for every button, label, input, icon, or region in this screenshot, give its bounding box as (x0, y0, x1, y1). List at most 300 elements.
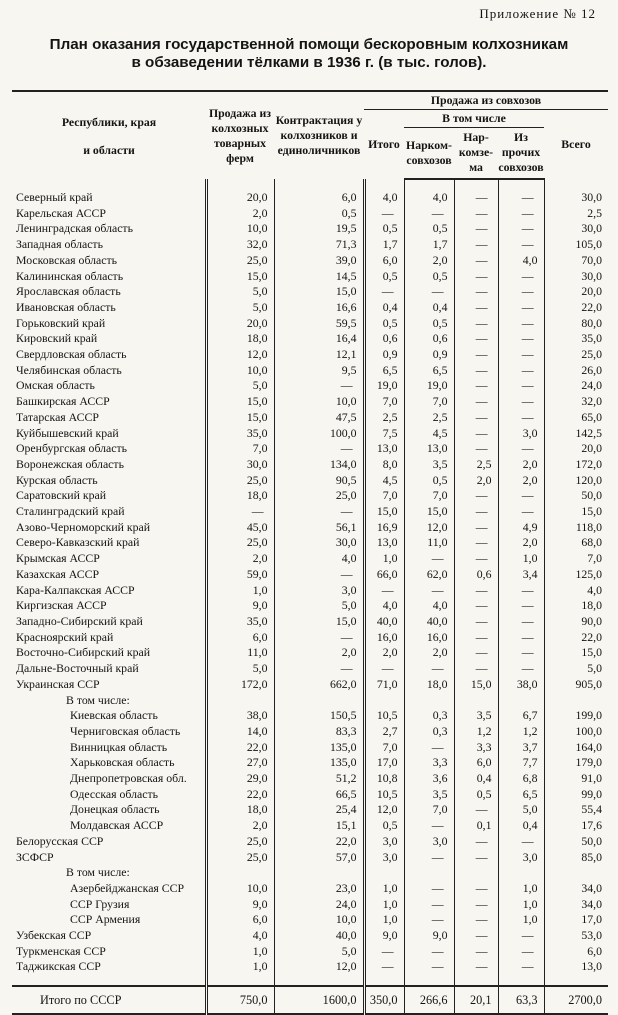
table-row (12, 551, 608, 567)
cell-nkz: — (454, 645, 498, 661)
table-row (12, 206, 608, 222)
cell-all (544, 693, 608, 709)
cell-total: 16,9 (364, 520, 404, 536)
region-name: Азербейджанская ССР (70, 880, 185, 895)
cell-all: 118,0 (544, 520, 608, 536)
cell-contract: 6,0 (274, 190, 364, 206)
cell-total: — (364, 944, 404, 960)
cell-contract: 16,4 (274, 331, 364, 347)
cell-total: 71,0 (364, 677, 404, 693)
cell-nkz: 15,0 (454, 677, 498, 693)
cell-contract: — (274, 661, 364, 677)
table-row (12, 221, 608, 237)
table-row (12, 331, 608, 347)
cell-contract: 100,0 (274, 426, 364, 442)
cell-farms: 2,0 (206, 551, 274, 567)
table-row (12, 959, 608, 975)
cell-total: — (364, 959, 404, 975)
cell-contract: 0,5 (274, 206, 364, 222)
cell-farms: 1,0 (206, 944, 274, 960)
region-name: Итого по СССР (12, 986, 206, 1014)
table-row (12, 771, 608, 787)
cell-nkz: — (454, 583, 498, 599)
cell-farms (206, 865, 274, 881)
table-row (12, 347, 608, 363)
cell-all: 100,0 (544, 724, 608, 740)
cell-other: — (498, 410, 544, 426)
cell-nkz: — (454, 520, 498, 536)
cell-total: 9,0 (364, 928, 404, 944)
cell-contract: 134,0 (274, 457, 364, 473)
cell-other: 2,0 (498, 457, 544, 473)
cell-nks: 2,0 (404, 645, 454, 661)
cell-farms: 20,0 (206, 316, 274, 332)
cell-total: 1,0 (364, 551, 404, 567)
cell-farms: 11,0 (206, 645, 274, 661)
table-row (12, 802, 608, 818)
total-row (12, 986, 608, 1014)
cell-nkz: — (454, 551, 498, 567)
cell-total: 6,0 (364, 253, 404, 269)
cell-other: 7,7 (498, 755, 544, 771)
cell-other: 1,0 (498, 912, 544, 928)
cell-all: 90,0 (544, 614, 608, 630)
cell-all: 32,0 (544, 394, 608, 410)
table-row (12, 190, 608, 206)
cell-contract: 14,5 (274, 269, 364, 285)
cell-nkz: — (454, 331, 498, 347)
cell-other: — (498, 661, 544, 677)
cell-all: 2,5 (544, 206, 608, 222)
region-name: Челябинская область (16, 362, 122, 377)
cell-farms: 1,0 (206, 959, 274, 975)
cell-other: — (498, 614, 544, 630)
cell-nks: 7,0 (404, 488, 454, 504)
cell-all: 6,0 (544, 944, 608, 960)
cell-nks: 0,6 (404, 331, 454, 347)
cell-nkz: — (454, 190, 498, 206)
cell-all: 91,0 (544, 771, 608, 787)
region-name: Киргизская АССР (16, 598, 107, 613)
cell-other: 5,0 (498, 802, 544, 818)
cell-nkz: 1,2 (454, 724, 498, 740)
cell-other: — (498, 944, 544, 960)
table-row (12, 300, 608, 316)
cell-all: 164,0 (544, 740, 608, 756)
cell-nkz: 20,1 (454, 986, 498, 1014)
header-narkomsovkhoz: Нарком-совхозов (404, 127, 454, 179)
cell-contract: 2,0 (274, 645, 364, 661)
cell-nks: 12,0 (404, 520, 454, 536)
cell-nkz: — (454, 316, 498, 332)
table-row (12, 488, 608, 504)
region-name: Ивановская область (16, 299, 116, 314)
cell-total: 0,5 (364, 316, 404, 332)
cell-nks: 9,0 (404, 928, 454, 944)
cell-nks: 0,5 (404, 473, 454, 489)
cell-nkz: — (454, 912, 498, 928)
cell-total: 4,0 (364, 598, 404, 614)
document-title (0, 36, 618, 72)
cell-other: — (498, 504, 544, 520)
table-row (12, 787, 608, 803)
cell-farms: 14,0 (206, 724, 274, 740)
cell-nks: — (404, 583, 454, 599)
region-name: Белорусская ССР (16, 833, 104, 848)
cell-farms: 20,0 (206, 190, 274, 206)
region-name: Винницкая область (70, 739, 168, 754)
cell-other: 38,0 (498, 677, 544, 693)
region-name: ССР Грузия (70, 896, 130, 911)
cell-contract: 15,1 (274, 818, 364, 834)
title-line-2: в обзаведении тёлками в 1936 г. (в тыс. голов). (131, 54, 487, 71)
cell-contract: 40,0 (274, 928, 364, 944)
cell-contract: 5,0 (274, 944, 364, 960)
cell-nkz: 0,6 (454, 567, 498, 583)
region-name: Таджикская ССР (16, 959, 101, 974)
cell-all: 53,0 (544, 928, 608, 944)
cell-total (364, 693, 404, 709)
cell-contract: 39,0 (274, 253, 364, 269)
cell-all: 20,0 (544, 441, 608, 457)
table-row (12, 834, 608, 850)
cell-contract: 135,0 (274, 740, 364, 756)
region-name: ЗСФСР (16, 849, 54, 864)
region-name: Туркменская ССР (16, 943, 106, 958)
cell-other: — (498, 834, 544, 850)
cell-other: — (498, 269, 544, 285)
cell-nkz: — (454, 661, 498, 677)
cell-nks: 3,5 (404, 457, 454, 473)
cell-nks: — (404, 661, 454, 677)
cell-total: 10,8 (364, 771, 404, 787)
cell-total: 0,9 (364, 347, 404, 363)
cell-farms: 5,0 (206, 661, 274, 677)
cell-contract: 10,0 (274, 912, 364, 928)
cell-all: 2700,0 (544, 986, 608, 1014)
cell-farms: 10,0 (206, 881, 274, 897)
cell-nkz: — (454, 535, 498, 551)
cell-all: 68,0 (544, 535, 608, 551)
cell-farms: 32,0 (206, 237, 274, 253)
cell-farms: 750,0 (206, 986, 274, 1014)
table-row (12, 928, 608, 944)
cell-farms: 30,0 (206, 457, 274, 473)
cell-nks: — (404, 944, 454, 960)
cell-farms: 5,0 (206, 378, 274, 394)
cell-other: — (498, 221, 544, 237)
header-grand-total: Всего (561, 136, 591, 151)
region-name: Западно-Сибирский край (16, 613, 143, 628)
region-name: Воронежская область (16, 456, 124, 471)
cell-contract: 66,5 (274, 787, 364, 803)
table-row (12, 473, 608, 489)
cell-contract: — (274, 567, 364, 583)
region-name: В том числе: (66, 865, 130, 880)
cell-nkz: 2,0 (454, 473, 498, 489)
header-sale-farms: Продажа из колхозных товарных ферм (208, 105, 272, 165)
cell-all: 55,4 (544, 802, 608, 818)
table-row (12, 520, 608, 536)
cell-other: — (498, 928, 544, 944)
region-name: Куйбышевский край (16, 425, 119, 440)
cell-total: — (364, 661, 404, 677)
cell-total: — (364, 583, 404, 599)
cell-nkz: 3,5 (454, 708, 498, 724)
cell-nkz: 6,0 (454, 755, 498, 771)
cell-all: 7,0 (544, 551, 608, 567)
cell-other: 1,0 (498, 897, 544, 913)
cell-nkz: — (454, 347, 498, 363)
cell-all: 20,0 (544, 284, 608, 300)
cell-other: 2,0 (498, 535, 544, 551)
cell-all: 5,0 (544, 661, 608, 677)
cell-farms: 38,0 (206, 708, 274, 724)
cell-farms: 10,0 (206, 363, 274, 379)
cell-nks: 7,0 (404, 394, 454, 410)
cell-nks: 19,0 (404, 378, 454, 394)
cell-farms: 22,0 (206, 787, 274, 803)
cell-total: 2,5 (364, 410, 404, 426)
cell-total: 3,0 (364, 834, 404, 850)
cell-contract: 51,2 (274, 771, 364, 787)
cell-nks: 7,0 (404, 802, 454, 818)
cell-nkz: — (454, 944, 498, 960)
cell-total: 13,0 (364, 535, 404, 551)
region-name: Горьковский край (16, 315, 106, 330)
cell-all: 15,0 (544, 645, 608, 661)
cell-farms: 18,0 (206, 331, 274, 347)
cell-total: 2,7 (364, 724, 404, 740)
cell-all: 4,0 (544, 583, 608, 599)
cell-contract (274, 865, 364, 881)
cell-all: 50,0 (544, 834, 608, 850)
cell-contract: 12,1 (274, 347, 364, 363)
cell-nkz: — (454, 834, 498, 850)
cell-total: 0,4 (364, 300, 404, 316)
cell-nkz: — (454, 410, 498, 426)
cell-farms: 1,0 (206, 583, 274, 599)
cell-nkz: — (454, 206, 498, 222)
cell-total: — (364, 284, 404, 300)
table-row (12, 598, 608, 614)
cell-other: — (498, 378, 544, 394)
region-name: Саратовский край (16, 488, 107, 503)
cell-all: 30,0 (544, 269, 608, 285)
table-row (12, 614, 608, 630)
cell-nkz: — (454, 284, 498, 300)
cell-nks: 62,0 (404, 567, 454, 583)
cell-nks: 0,5 (404, 269, 454, 285)
region-name: Донецкая область (70, 802, 160, 817)
region-name: Ленинградская область (16, 221, 133, 236)
region-name: Башкирская АССР (16, 394, 110, 409)
cell-nks: 4,5 (404, 426, 454, 442)
cell-all: 17,6 (544, 818, 608, 834)
cell-farms: 25,0 (206, 253, 274, 269)
cell-contract: 25,4 (274, 802, 364, 818)
cell-nkz: — (454, 237, 498, 253)
table-row (12, 724, 608, 740)
cell-all (544, 865, 608, 881)
region-name: Северный край (16, 190, 93, 204)
cell-all: 199,0 (544, 708, 608, 724)
cell-all: 30,0 (544, 221, 608, 237)
header-contract: Контрактация у колхозников и единоличников (275, 113, 363, 157)
cell-all: 105,0 (544, 237, 608, 253)
cell-nks: 3,6 (404, 771, 454, 787)
cell-nkz: 3,3 (454, 740, 498, 756)
cell-all: 24,0 (544, 378, 608, 394)
cell-total: 19,0 (364, 378, 404, 394)
region-name: Карельская АССР (16, 205, 106, 220)
table-row (12, 394, 608, 410)
cell-other: — (498, 598, 544, 614)
cell-other: 0,4 (498, 818, 544, 834)
table-row (12, 583, 608, 599)
table-row (12, 426, 608, 442)
cell-nkz: — (454, 614, 498, 630)
cell-nkz: — (454, 504, 498, 520)
cell-nkz: 0,1 (454, 818, 498, 834)
cell-contract: 10,0 (274, 394, 364, 410)
table-row (12, 410, 608, 426)
table-row (12, 457, 608, 473)
cell-farms: 4,0 (206, 928, 274, 944)
cell-total: 12,0 (364, 802, 404, 818)
cell-total: 2,0 (364, 645, 404, 661)
cell-total: 17,0 (364, 755, 404, 771)
cell-contract: 15,0 (274, 284, 364, 300)
table-row (12, 865, 608, 881)
region-name: Ярославская область (16, 284, 121, 299)
table-row (12, 504, 608, 520)
cell-nks: — (404, 850, 454, 866)
cell-nkz: — (454, 363, 498, 379)
cell-contract: 15,0 (274, 614, 364, 630)
cell-nks: 3,5 (404, 787, 454, 803)
cell-other: 4,0 (498, 253, 544, 269)
cell-all: 15,0 (544, 504, 608, 520)
cell-contract (274, 693, 364, 709)
cell-total: 15,0 (364, 504, 404, 520)
region-name: Сталинградский край (16, 504, 125, 519)
cell-all: 70,0 (544, 253, 608, 269)
cell-other: 6,7 (498, 708, 544, 724)
cell-contract: 662,0 (274, 677, 364, 693)
cell-nkz: — (454, 378, 498, 394)
cell-nks: — (404, 284, 454, 300)
cell-nks: — (404, 740, 454, 756)
cell-nkz: — (454, 630, 498, 646)
cell-nks: 0,3 (404, 708, 454, 724)
cell-other: — (498, 959, 544, 975)
cell-other: 1,0 (498, 881, 544, 897)
cell-other: 1,2 (498, 724, 544, 740)
region-name: Дальне-Восточный край (16, 661, 139, 676)
cell-all: 35,0 (544, 331, 608, 347)
cell-farms: 15,0 (206, 269, 274, 285)
cell-contract: 9,5 (274, 363, 364, 379)
cell-farms: 25,0 (206, 473, 274, 489)
region-name: Восточно-Сибирский край (16, 645, 151, 660)
cell-all: 34,0 (544, 897, 608, 913)
cell-total: — (364, 206, 404, 222)
cell-nkz: — (454, 269, 498, 285)
region-name: Узбекская ССР (16, 928, 92, 943)
cell-nks: — (404, 206, 454, 222)
region-name: Красноярский край (16, 629, 114, 644)
cell-total: 10,5 (364, 708, 404, 724)
table-body (12, 190, 608, 1014)
cell-contract: — (274, 378, 364, 394)
cell-other: 4,9 (498, 520, 544, 536)
cell-farms: 12,0 (206, 347, 274, 363)
cell-nks: — (404, 818, 454, 834)
cell-nkz: — (454, 959, 498, 975)
cell-nks: 0,5 (404, 221, 454, 237)
cell-farms: 25,0 (206, 850, 274, 866)
table-row (12, 237, 608, 253)
table-row (12, 441, 608, 457)
header-total-sovkhoz: Итого (368, 136, 400, 151)
table-row (12, 567, 608, 583)
table-row (12, 897, 608, 913)
cell-nks: 2,5 (404, 410, 454, 426)
cell-nks: 3,0 (404, 834, 454, 850)
cell-other: — (498, 583, 544, 599)
cell-other: — (498, 394, 544, 410)
region-name: Татарская АССР (16, 409, 99, 424)
cell-contract: 19,5 (274, 221, 364, 237)
table-row (12, 316, 608, 332)
region-name: Днепропетровская обл. (70, 771, 187, 786)
cell-other: — (498, 237, 544, 253)
cell-total: 66,0 (364, 567, 404, 583)
cell-all: 30,0 (544, 190, 608, 206)
table-row (12, 284, 608, 300)
cell-other: — (498, 331, 544, 347)
cell-contract: 4,0 (274, 551, 364, 567)
table-row (12, 535, 608, 551)
cell-farms: 9,0 (206, 598, 274, 614)
cell-other: 3,4 (498, 567, 544, 583)
cell-nkz: — (454, 488, 498, 504)
table-row (12, 944, 608, 960)
cell-all: 17,0 (544, 912, 608, 928)
cell-nks: — (404, 551, 454, 567)
header-including: В том числе (404, 109, 544, 127)
title-line-1: План оказания государственной помощи бескоровным колхозникам (49, 36, 569, 53)
cell-contract: 47,5 (274, 410, 364, 426)
region-name: Оренбургская область (16, 441, 128, 456)
cell-all: 172,0 (544, 457, 608, 473)
cell-other: — (498, 190, 544, 206)
cell-contract: 22,0 (274, 834, 364, 850)
cell-nks: — (404, 912, 454, 928)
table-row (12, 850, 608, 866)
cell-other (498, 865, 544, 881)
cell-contract: — (274, 441, 364, 457)
cell-farms: 9,0 (206, 897, 274, 913)
cell-all: 50,0 (544, 488, 608, 504)
table-row (12, 645, 608, 661)
cell-all: 25,0 (544, 347, 608, 363)
region-name: Черниговская область (70, 723, 181, 738)
cell-farms: 5,0 (206, 300, 274, 316)
cell-nkz: — (454, 802, 498, 818)
cell-total: 1,0 (364, 897, 404, 913)
